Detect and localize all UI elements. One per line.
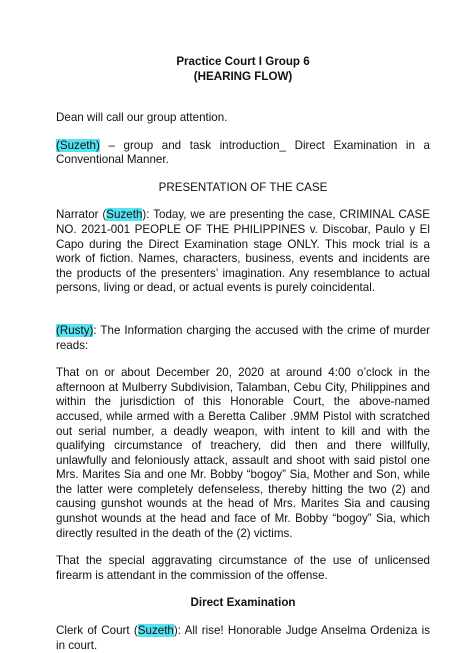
speaker-highlight-rusty: (Rusty) (56, 323, 94, 337)
speaker-highlight-suzeth: Suzeth (137, 624, 174, 638)
information-text: : The Information charging the accused with the crime of murder reads: (56, 323, 430, 352)
clerk-text: ): All rise! Honorable Judge Anselma Ordeniza is in court. (56, 624, 430, 652)
paragraph-group-intro (56, 139, 430, 168)
narrator-text: ): Today, we are presenting the case, CRIMINAL CASE NO. 2021-001 PEOPLE OF THE PHILIPPINES v. Discobar, Paulo y El Capo during the Direct Examination stage ONLY. This mock trial is a work of fiction. Names, characters, business, events and incidents are the products of the presenters’ imagination. Any resemblance to actual persons, living or dead, or actual events is purely coincidental. (56, 208, 430, 295)
paragraph-narrator (56, 208, 430, 296)
narrator-prefix: Narrator ( (56, 208, 107, 222)
document-title-line2: (HEARING FLOW) (193, 70, 293, 83)
heading-direct-examination: Direct Examination (190, 596, 296, 610)
speaker-highlight-suzeth: Suzeth (106, 208, 143, 222)
speaker-highlight-suzeth: (Suzeth) (56, 138, 100, 152)
paragraph-dean: Dean will call our group attention. (56, 111, 228, 124)
paragraph-charge: That on or about December 20, 2020 at around 4:00 o’clock in the afternoon at Mulberry Subdivision, Talamban, Cebu City, Philippines and within the jurisdiction of this Honorable Court, the above-named accused, while armed with a Beretta Caliber .9MM Pistol with scratched out serial number, a deadly weapon, with intent to kill and with the qualifying circumstance of treachery, did then and there willfully, unlawfully and feloniously attack, assault and shoot with said pistol one Mrs. Marites Sia and one Mr. Bobby “bogoy” Sia, Mother and Son, while the latter were completely defenseless, thereby hitting the two (2) and causing gunshot wounds at the head of Mrs. Marites Sia and causing gunshot wounds at the head and face of Mr. Bobby “bogoy” Sia, which directly resulted in the death of the (2) victims. (56, 366, 430, 540)
paragraph-aggravating: That the special aggravating circumstance of the use of unlicensed firearm is attendant in the commission of the offense. (56, 554, 430, 582)
paragraph-clerk (56, 624, 430, 653)
heading-presentation: PRESENTATION OF THE CASE (158, 180, 328, 194)
paragraph-information (56, 324, 430, 353)
clerk-prefix: Clerk of Court ( (56, 624, 138, 638)
paragraph-group-intro-text: – group and task introduction_ Direct Examination in a Conventional Manner. (56, 138, 430, 167)
document-title-line1: Practice Court I Group 6 (176, 55, 310, 68)
